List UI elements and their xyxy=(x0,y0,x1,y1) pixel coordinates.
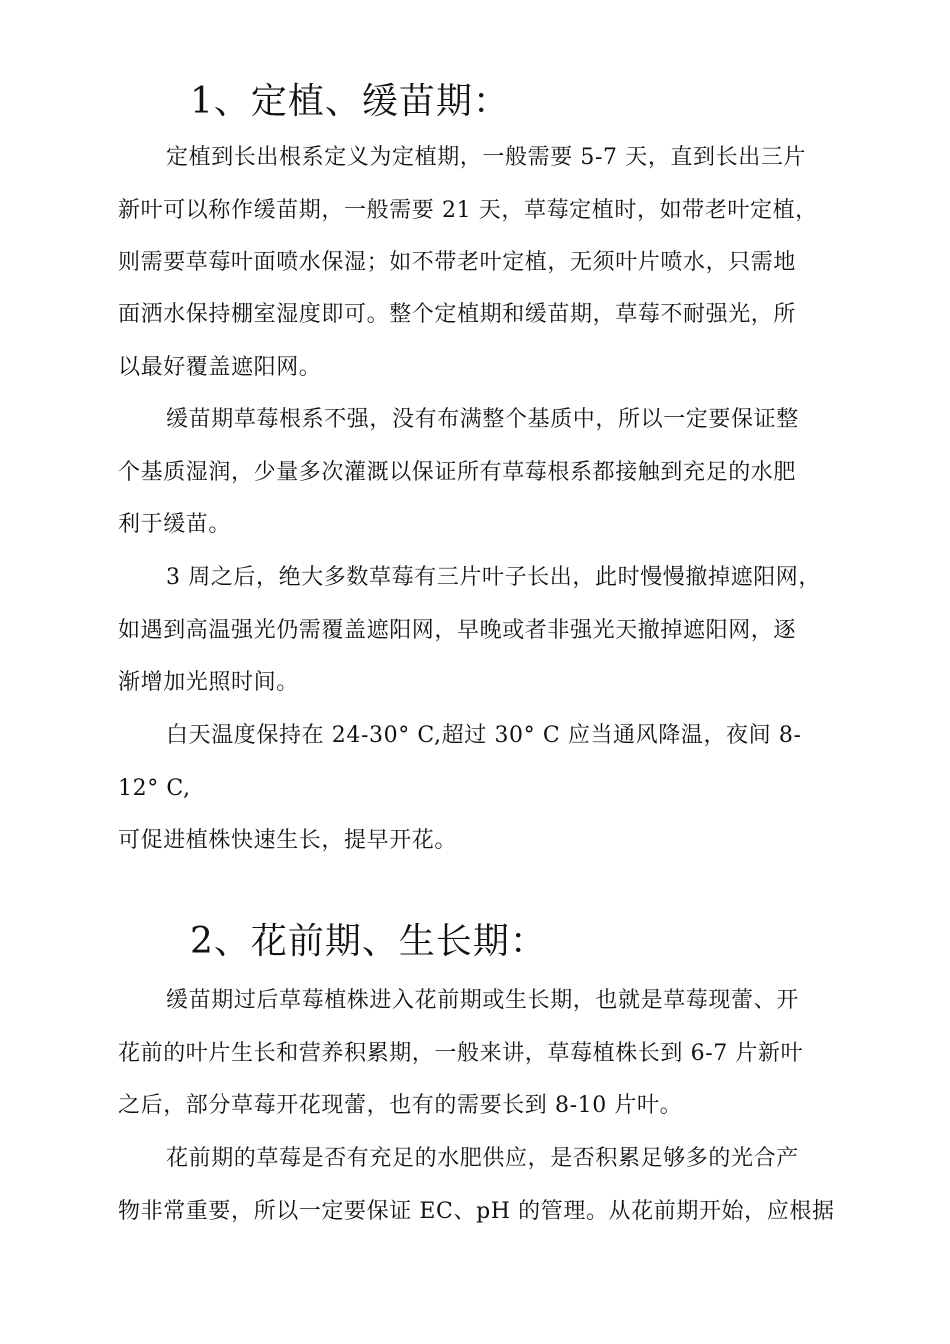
s2-p2-line-2: 物非常重要，所以一定要保证 EC、pH 的管理。从花前期开始，应根据 xyxy=(118,1199,835,1224)
section-2-heading: 2、花前期、生长期： xyxy=(190,921,547,962)
s2-p1-line-2: 花前的叶片生长和营养积累期，一般来讲，草莓植株长到 6-7 片新叶 xyxy=(118,1041,804,1066)
s1-p3-line-1: 3 周之后，绝大多数草莓有三片叶子长出，此时慢慢撤掉遮阳网， xyxy=(166,565,821,590)
s1-p1-line-5: 以最好覆盖遮阳网。 xyxy=(118,355,322,380)
s2-p1-line-3: 之后，部分草莓开花现蕾，也有的需要长到 8-10 片叶。 xyxy=(118,1093,683,1118)
s1-p1-line-4: 面洒水保持棚室湿度即可。整个定植期和缓苗期，草莓不耐强光，所 xyxy=(118,302,797,327)
s1-p1-line-2: 新叶可以称作缓苗期，一般需要 21 天，草莓定植时，如带老叶定植， xyxy=(118,198,818,223)
s2-p1-line-1: 缓苗期过后草莓植株进入花前期或生长期，也就是草莓现蕾、开 xyxy=(166,988,799,1013)
s1-p2-line-1: 缓苗期草莓根系不强，没有布满整个基质中，所以一定要保证整 xyxy=(166,407,799,432)
s1-p4-line-1: 白天温度保持在 24-30° C,超过 30° C 应当通风降温，夜间 8- xyxy=(166,723,802,748)
s1-p2-line-3: 利于缓苗。 xyxy=(118,512,232,537)
s2-p2-line-1: 花前期的草莓是否有充足的水肥供应，是否积累足够多的光合产 xyxy=(166,1146,799,1171)
s1-p1-line-1: 定植到长出根系定义为定植期，一般需要 5-7 天，直到长出三片 xyxy=(166,145,807,170)
s1-p3-line-3: 渐增加光照时间。 xyxy=(118,670,299,695)
s1-p1-line-3: 则需要草莓叶面喷水保湿；如不带老叶定植，无须叶片喷水，只需地 xyxy=(118,250,797,275)
s1-p4-line-2: 12° C, xyxy=(118,776,191,801)
s1-p4-line-3: 可促进植株快速生长，提早开花。 xyxy=(118,828,458,853)
s1-p3-line-2: 如遇到高温强光仍需覆盖遮阳网，早晚或者非强光天撤掉遮阳网，逐 xyxy=(118,618,797,643)
section-1-heading: 1、定植、缓苗期： xyxy=(190,81,510,122)
s1-p2-line-2: 个基质湿润，少量多次灌溉以保证所有草莓根系都接触到充足的水肥 xyxy=(118,460,797,485)
